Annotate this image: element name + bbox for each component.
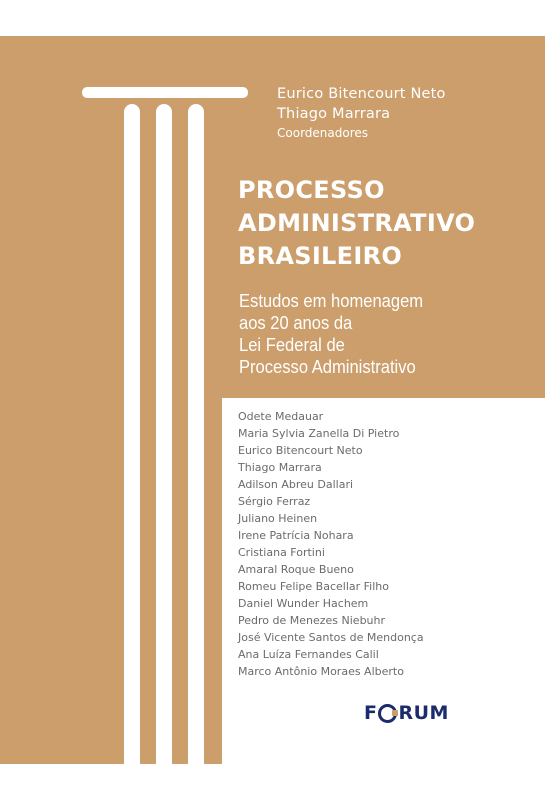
title-line: BRASILEIRO (238, 242, 403, 270)
coordinator-role: Coordenadores (277, 126, 369, 140)
author-name: Irene Patrícia Nohara (238, 529, 354, 542)
column-shaft (124, 104, 140, 764)
author-name: Romeu Felipe Bacellar Filho (238, 580, 389, 593)
author-name: José Vicente Santos de Mendonça (238, 631, 424, 644)
logo-text-suffix: RUM (398, 702, 449, 724)
subtitle-line: aos 20 anos da (239, 313, 353, 333)
title-line: PROCESSO (238, 176, 385, 204)
title-line: ADMINISTRATIVO (238, 209, 476, 237)
author-name: Daniel Wunder Hachem (238, 597, 369, 610)
author-name: Eurico Bitencourt Neto (238, 444, 363, 457)
author-name: Adilson Abreu Dallari (238, 478, 354, 491)
author-name: Maria Sylvia Zanella Di Pietro (238, 427, 400, 440)
subtitle-line: Processo Administrativo (239, 357, 416, 377)
column-shaft (188, 104, 204, 764)
logo-ring-icon (378, 704, 397, 723)
author-name: Odete Medauar (238, 410, 324, 423)
book-subtitle (239, 290, 423, 378)
column-shaft (156, 104, 172, 764)
publisher-logo (364, 700, 449, 726)
coordinator-name: Thiago Marrara (277, 106, 391, 122)
author-list (238, 408, 424, 680)
author-name: Juliano Heinen (238, 512, 318, 525)
author-name: Pedro de Menezes Niebuhr (238, 614, 386, 627)
subtitle-line: Estudos em homenagem (239, 291, 424, 311)
author-name: Marco Antônio Moraes Alberto (238, 665, 404, 678)
column-capital (82, 87, 248, 98)
author-name: Cristiana Fortini (238, 546, 325, 559)
book-title (238, 174, 475, 273)
subtitle-line: Lei Federal de (239, 335, 345, 355)
author-name: Ana Luíza Fernandes Calil (238, 648, 379, 661)
coordinator-name: Eurico Bitencourt Neto (277, 86, 446, 102)
author-name: Amaral Roque Bueno (238, 563, 354, 576)
author-name: Thiago Marrara (238, 461, 322, 474)
author-name: Sérgio Ferraz (238, 495, 311, 508)
book-cover (0, 36, 545, 764)
logo-text-prefix: F (364, 702, 378, 724)
coordinators-block (277, 84, 446, 141)
